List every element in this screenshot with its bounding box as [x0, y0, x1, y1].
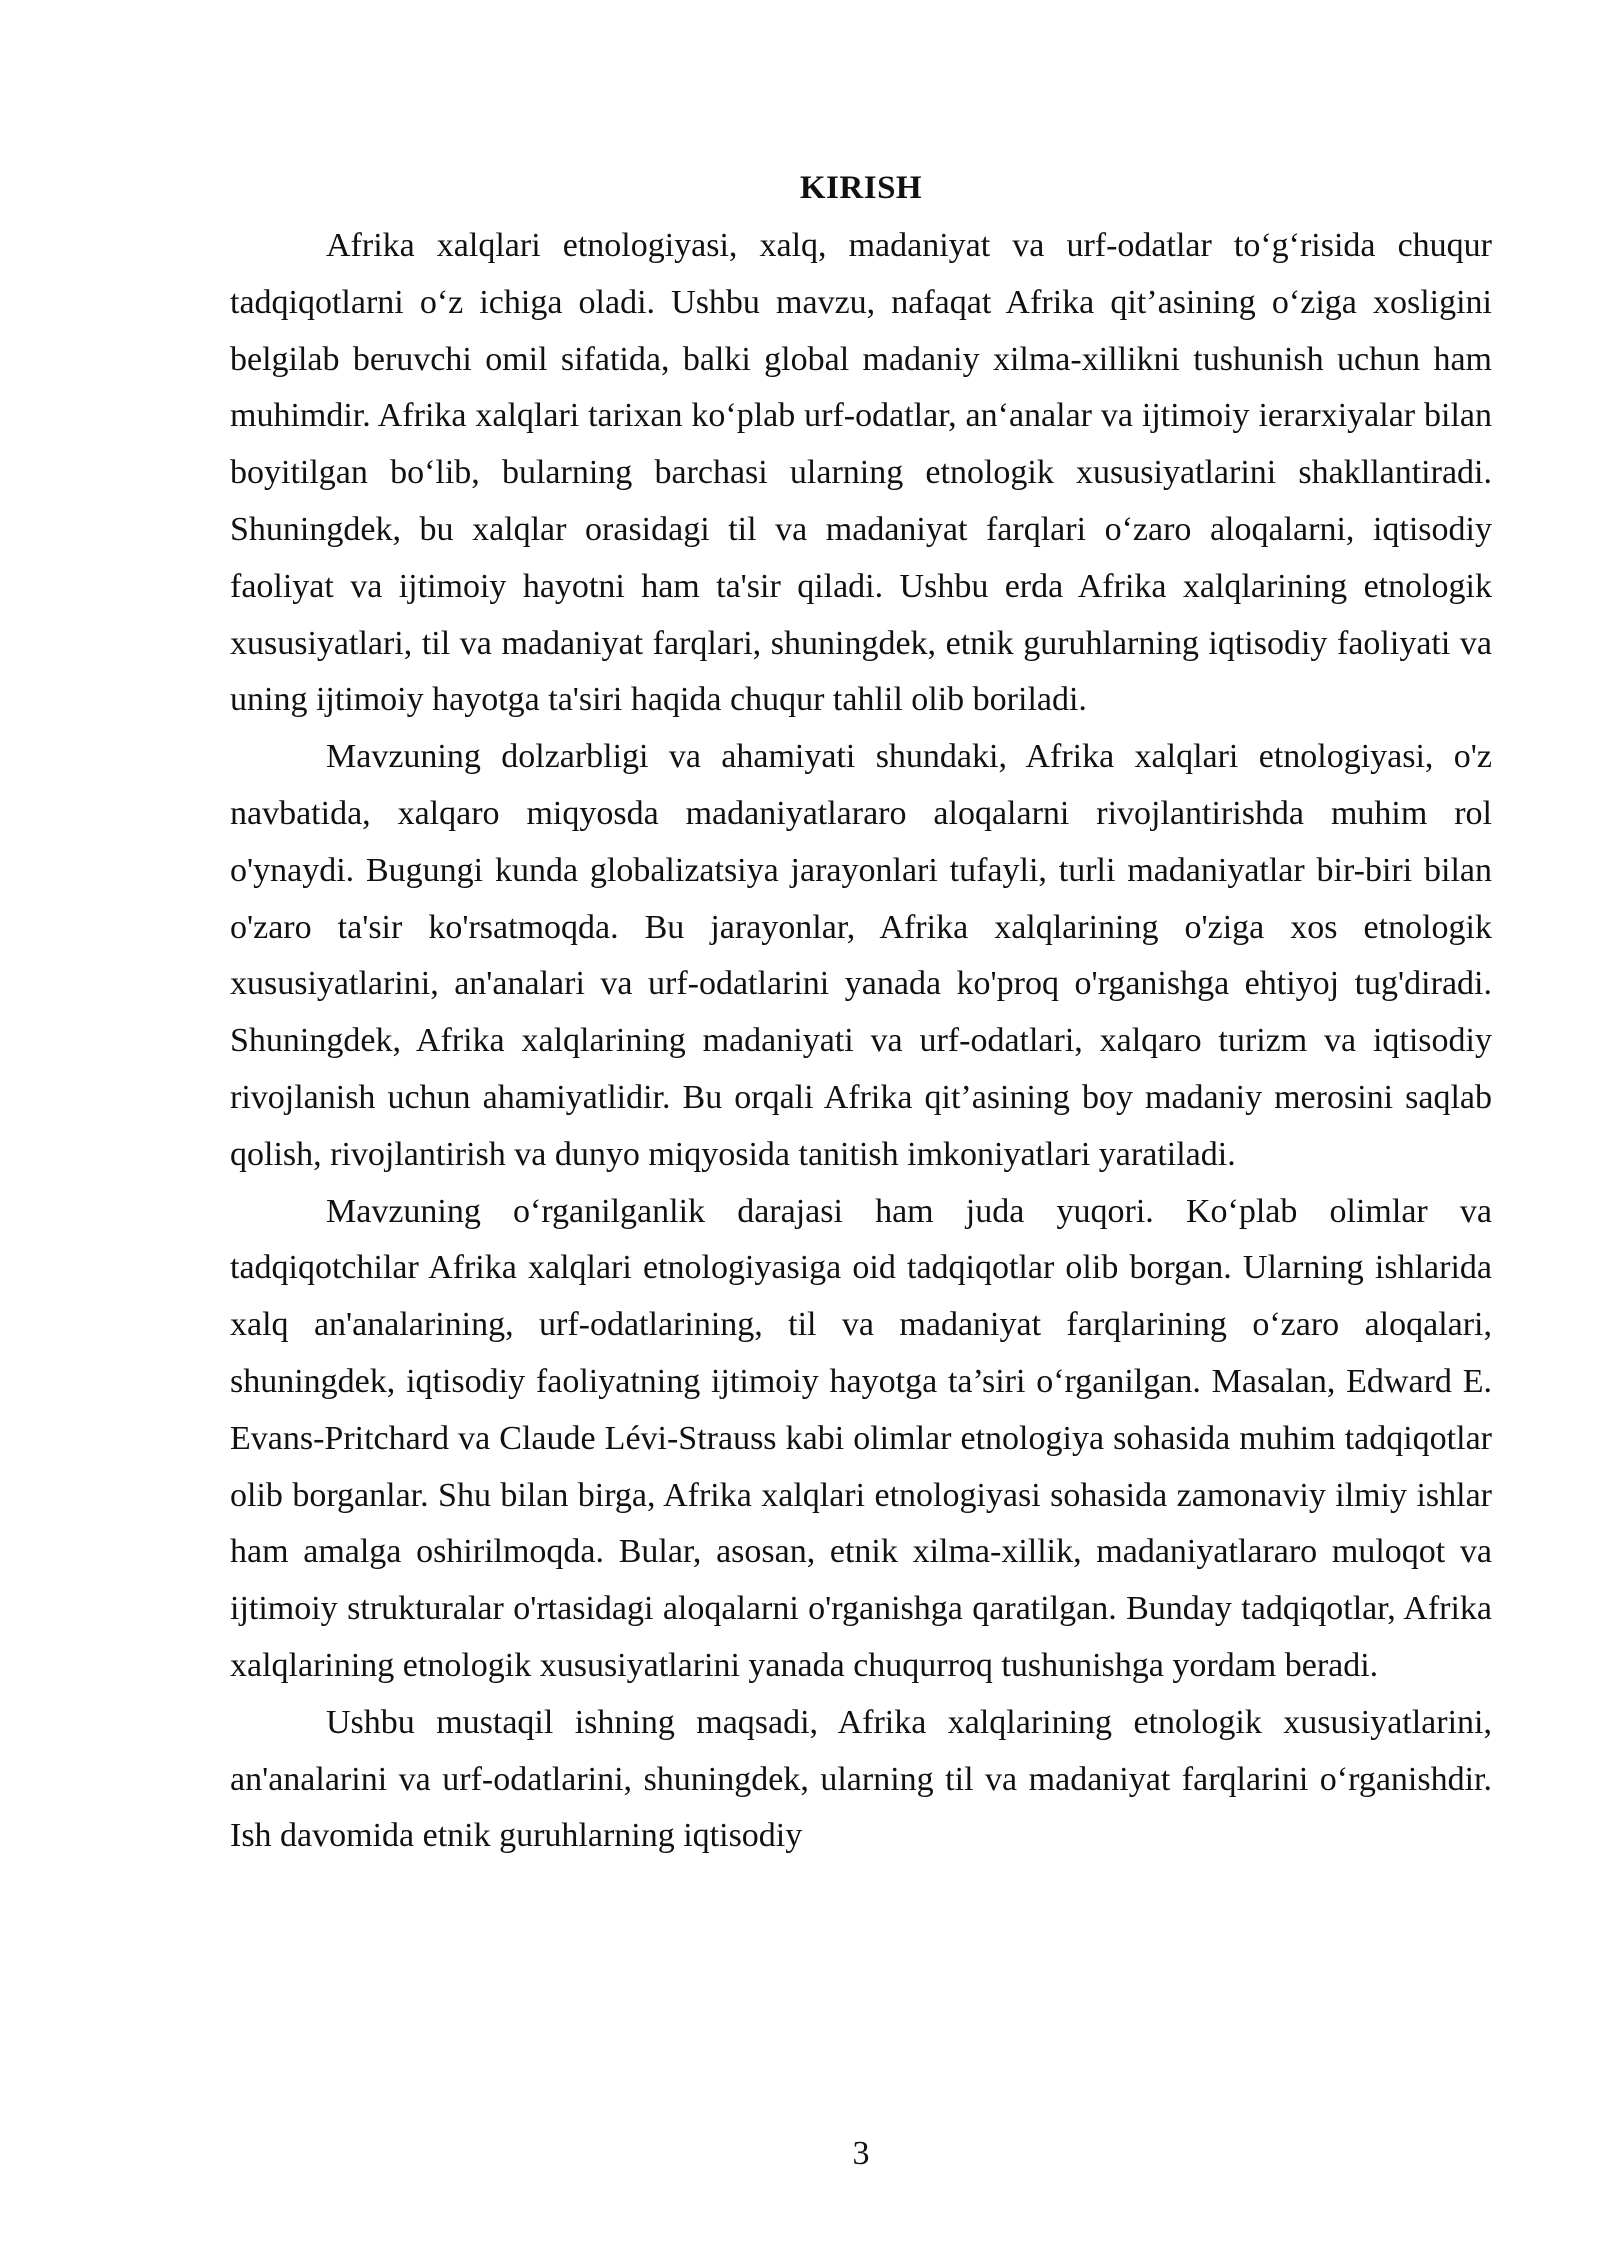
paragraph-research-level: Mavzuning o‘rganilganlik darajasi ham juda yuqori. Ko‘plab olimlar va tadqiqotchilar Afrika xalqlari etnologiyasiga oid tadqiqotlar olib borgan. Ularning ishlarida xalq an'analarining, urf-odatlarining, til va madaniyat farqlarining o‘zaro aloqalari, shuningdek, iqtisodiy faoliyatning ijtimoiy hayotga ta’siri o‘rganilgan. Masalan, Edward E. Evans-Pritchard va Claude Lévi-Strauss kabi olimlar etnologiya sohasida muhim tadqiqotlar olib borganlar. Shu bilan birga, Afrika xalqlari etnologiyasi sohasida zamonaviy ilmiy ishlar ham amalga oshirilmoqda. Bular, asosan, etnik xilma-xillik, madaniyatlararo muloqot va ijtimoiy strukturalar o'rtasidagi aloqalarni o'rganishga qaratilgan. Bunday tadqiqotlar, Afrika xalqlarining etnologik xususiyatlarini yanada chuqurroq tushunishga yordam beradi.	[230, 1192, 1492, 1684]
paragraph-introduction: Afrika xalqlari etnologiyasi, xalq, madaniyat va urf-odatlar to‘g‘risida chuqur tadqiqotlarni o‘z ichiga oladi. Ushbu mavzu, nafaqat Afrika qit’asining o‘ziga xosligini belgilab beruvchi omil sifatida, balki global madaniy xilma-xillikni tushunish uchun ham muhimdir. Afrika xalqlari tarixan ko‘plab urf-odatlar, an‘analar va ijtimoiy ierarxiyalar bilan boyitilgan bo‘lib, bularning barchasi ularning etnologik xususiyatlarini shakllantiradi. Shuningdek, bu xalqlar orasidagi til va madaniyat farqlari o‘zaro aloqalarni, iqtisodiy faoliyat va ijtimoiy hayotni ham ta'sir qiladi. Ushbu erda Afrika xalqlarining etnologik xususiyatlari, til va madaniyat farqlari, shuningdek, etnik guruhlarning iqtisodiy faoliyati va uning ijtimoiy hayotga ta'siri haqida chuqur tahlil olib boriladi.	[230, 227, 1492, 719]
page-body	[230, 160, 1492, 1865]
paragraph-relevance: Mavzuning dolzarbligi va ahamiyati shundaki, Afrika xalqlari etnologiyasi, o'z navbatida, xalqaro miqyosda madaniyatlararo aloqalarni rivojlantirishda muhim rol o'ynaydi. Bugungi kunda globalizatsiya jarayonlari tufayli, turli madaniyatlar bir-biri bilan o'zaro ta'sir ko'rsatmoqda. Bu jarayonlar, Afrika xalqlarining o'ziga xos etnologik xususiyatlarini, an'analari va urf-odatlarini yanada ko'proq o'rganishga ehtiyoj tug'diradi. Shuningdek, Afrika xalqlarining madaniyati va urf-odatlari, xalqaro turizm va iqtisodiy rivojlanish uchun ahamiyatlidir. Bu orqali Afrika qit’asining boy madaniy merosini saqlab qolish, rivojlantirish va dunyo miqyosida tanitish imkoniyatlari yaratiladi.	[230, 738, 1492, 1173]
page-number: 3	[852, 2135, 870, 2172]
paragraph-goal: Ushbu mustaqil ishning maqsadi, Afrika xalqlarining etnologik xususiyatlarini, an'analarini va urf-odatlarini, shuningdek, ularning til va madaniyat farqlarini o‘rganishdir. Ish davomida etnik guruhlarning iqtisodiy	[230, 1703, 1492, 1855]
section-heading: KIRISH	[799, 170, 923, 206]
